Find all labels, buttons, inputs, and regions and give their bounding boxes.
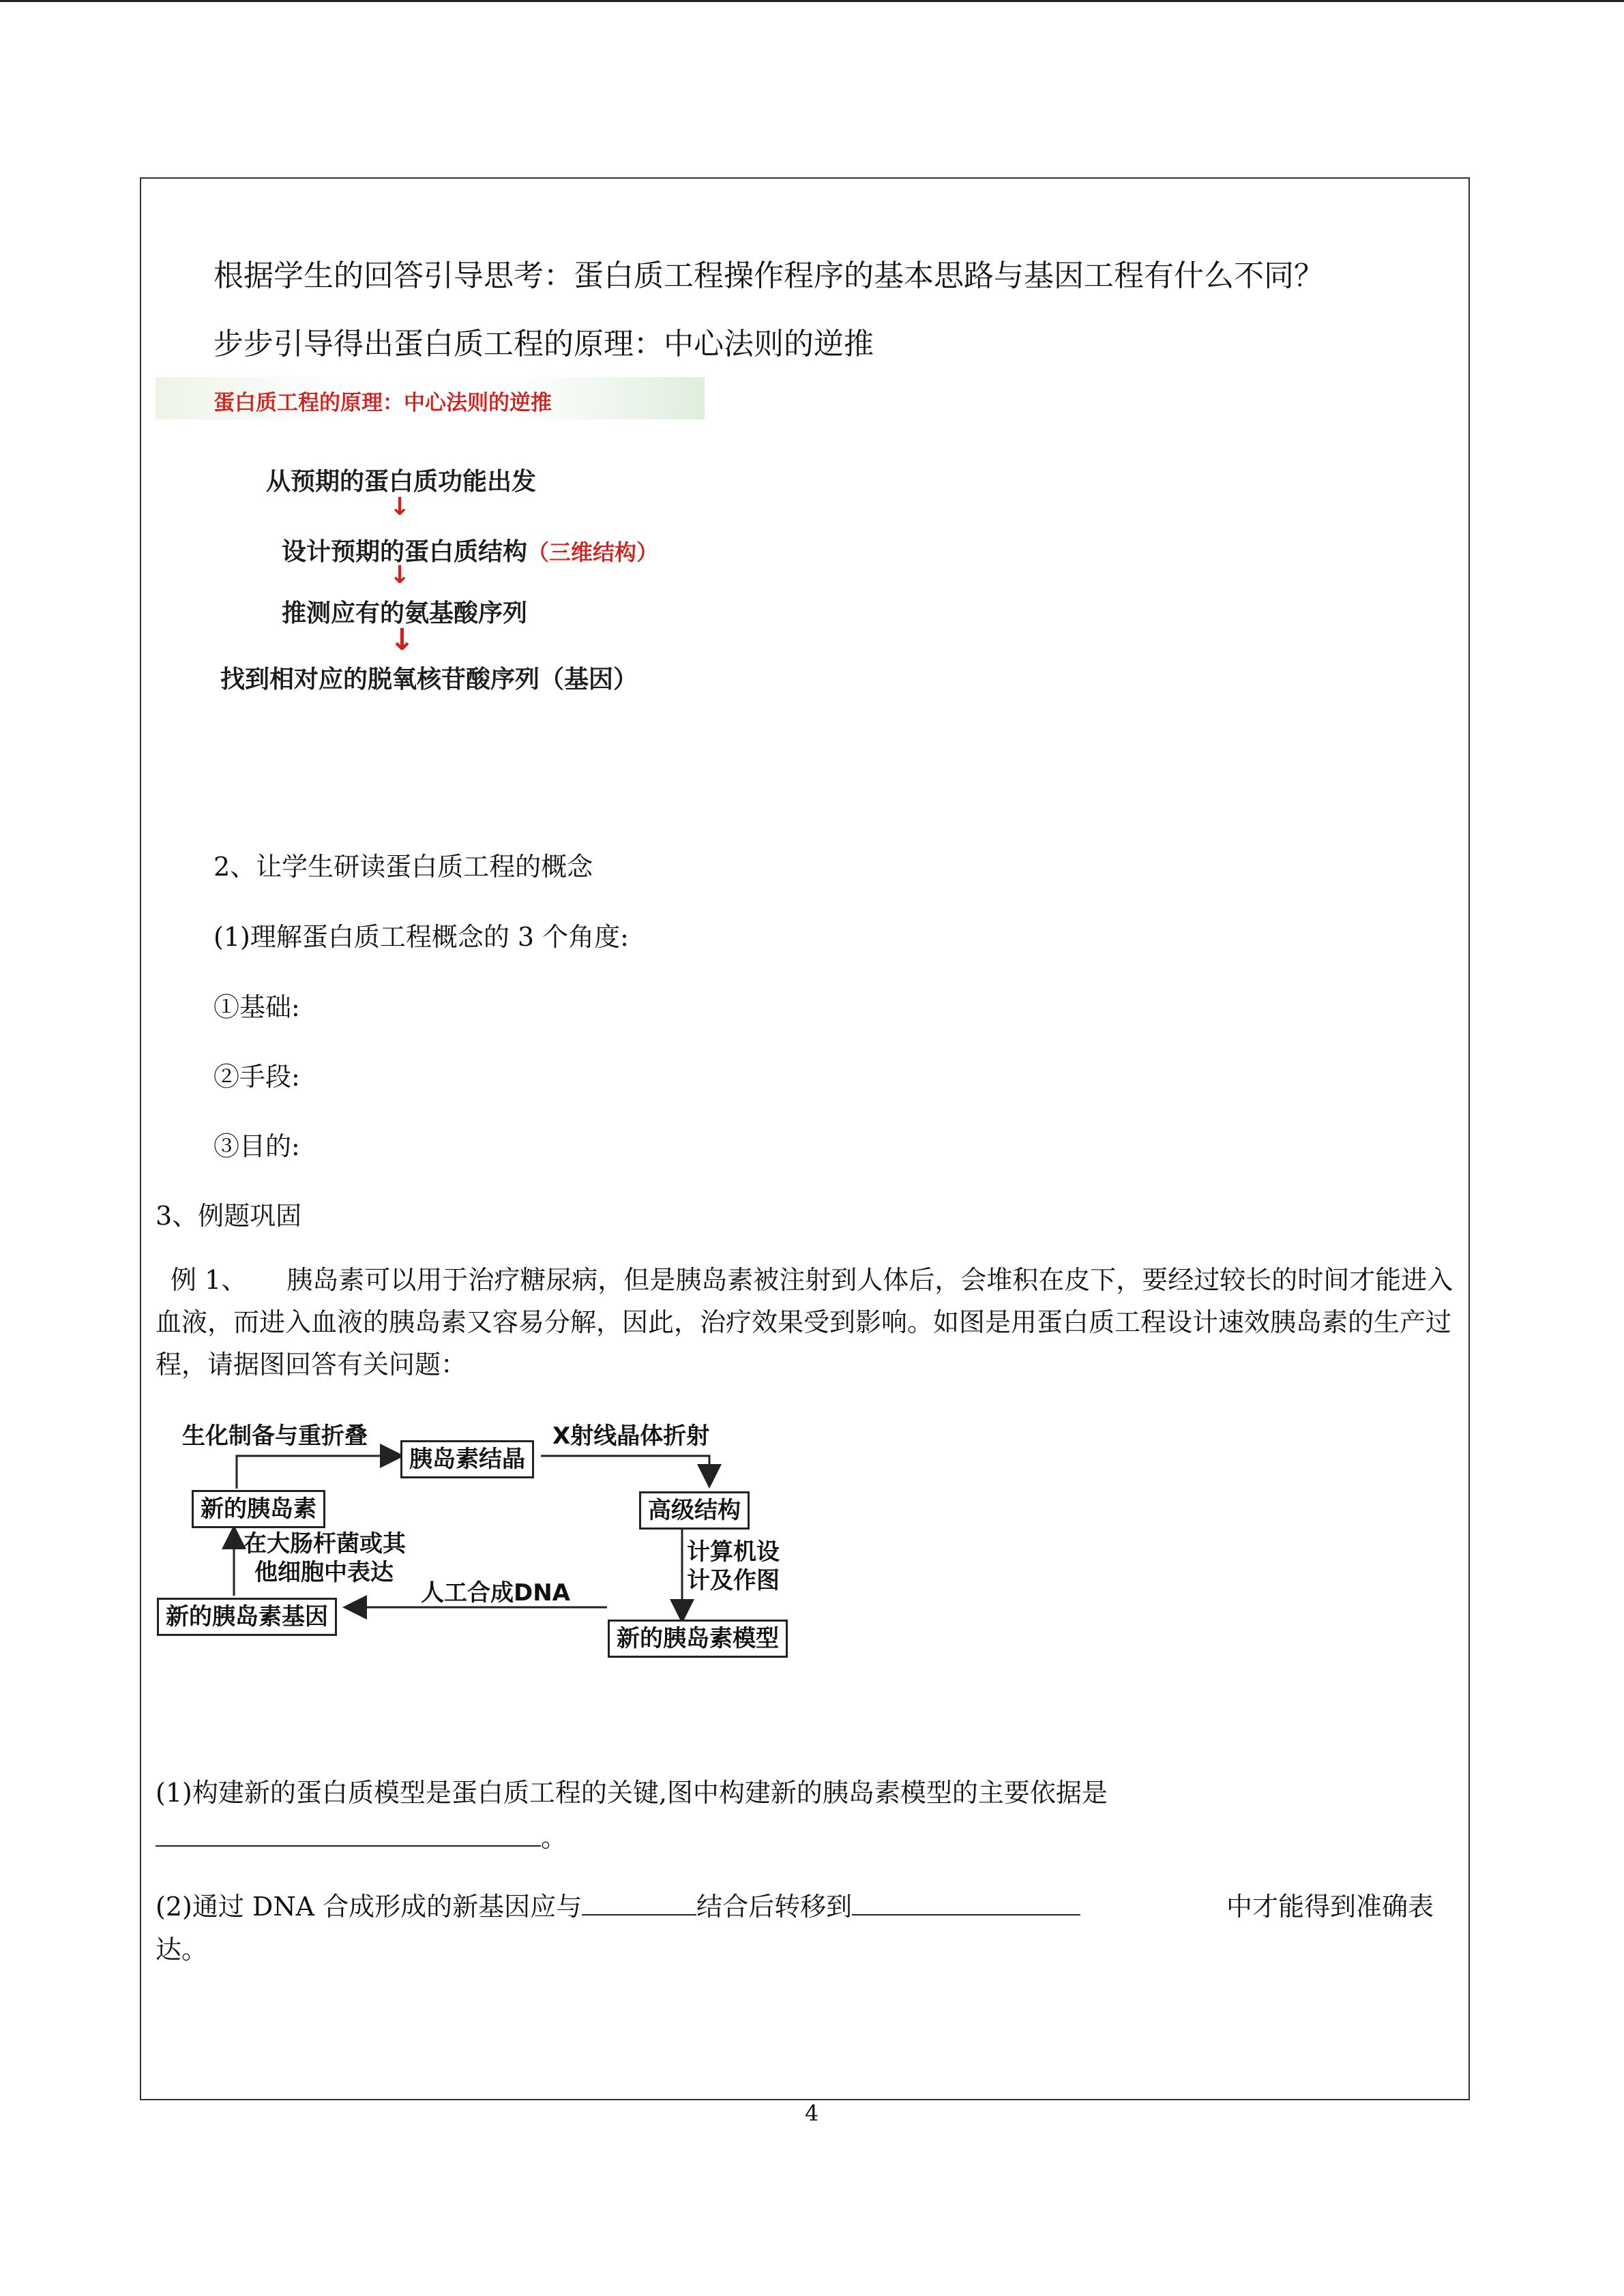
label-compute-1: 计算机设 <box>687 1538 780 1566</box>
box-new-insulin-gene: 新的胰岛素基因 <box>157 1598 337 1636</box>
principle-title-bar <box>156 377 705 419</box>
down-arrow-icon: ↓ <box>389 561 411 589</box>
question-2-line <box>156 1885 1080 1923</box>
intro-line-2: 步步引导得出蛋白质工程的原理：中心法则的逆推 <box>213 327 874 361</box>
section-2-question-1: (1)理解蛋白质工程概念的 3 个角度: <box>213 922 629 952</box>
principle-step-4: 找到相对应的脱氧核苷酸序列（基因） <box>220 666 638 694</box>
answer-blank[interactable] <box>156 1825 541 1847</box>
answer-blank[interactable] <box>582 1894 696 1915</box>
example-1-label: 例 1、 <box>171 1265 248 1295</box>
section-3-heading: 3、例题巩固 <box>156 1201 302 1231</box>
section-2-heading: 2、让学生研读蛋白质工程的概念 <box>213 852 593 882</box>
principle-step-1: 从预期的蛋白质功能出发 <box>266 468 537 496</box>
section-2-item-b: ②手段: <box>213 1062 300 1092</box>
down-arrow-icon: ↓ <box>389 493 411 521</box>
label-synthesize-dna: 人工合成DNA <box>421 1579 570 1607</box>
principle-step-2-note: （三维结构） <box>527 539 659 565</box>
principle-step-2-text: 设计预期的蛋白质结构 <box>282 538 528 566</box>
box-new-insulin: 新的胰岛素 <box>192 1490 325 1528</box>
box-advanced-structure: 高级结构 <box>639 1491 750 1530</box>
top-rule <box>0 0 1624 2</box>
principle-step-3: 推测应有的氨基酸序列 <box>282 599 528 627</box>
question-2-part-3: 中才能得到准确表 <box>1226 1892 1434 1922</box>
question-1-end: 。 <box>541 1823 567 1853</box>
question-1-text: (1)构建新的蛋白质模型是蛋白质工程的关键,图中构建新的胰岛素模型的主要依据是 <box>156 1778 1108 1808</box>
down-arrow-icon: ↓ <box>389 623 415 657</box>
question-2-part-1: (2)通过 DNA 合成形成的新基因应与 <box>156 1892 582 1922</box>
intro-line-1: 根据学生的回答引导思考：蛋白质工程操作程序的基本思路与基因工程有什么不同？ <box>213 258 1324 293</box>
question-1-answer-line <box>156 1817 567 1854</box>
box-new-insulin-model: 新的胰岛素模型 <box>608 1620 788 1658</box>
question-2-part-4: 达。 <box>156 1935 208 1965</box>
section-2-item-c: ③目的: <box>213 1131 300 1161</box>
answer-blank[interactable] <box>852 1894 1080 1915</box>
insulin-design-diagram <box>153 1415 805 1667</box>
label-biochem-refold: 生化制备与重折叠 <box>182 1422 368 1450</box>
example-1-text: 胰岛素可以用于治疗糖尿病，但是胰岛素被注射到人体后，会堆积在皮下，要经过较长的时间才能进入血液，而进入血液的胰岛素又容易分解，因此，治疗效果受到影响。如图是用蛋白质工程设计速效胰岛素的生产过程，请据图回答有关问题： <box>156 1265 1453 1380</box>
question-2-part-2: 结合后转移到 <box>696 1892 853 1922</box>
example-1 <box>156 1259 1455 1386</box>
section-2-item-a: ①基础: <box>213 992 300 1022</box>
principle-title: 蛋白质工程的原理：中心法则的逆推 <box>213 391 552 415</box>
principle-figure <box>156 377 705 698</box>
label-express-2: 他细胞中表达 <box>254 1559 394 1586</box>
label-express-1: 在大肠杆菌或其 <box>243 1530 406 1557</box>
principle-step-2 <box>282 533 658 567</box>
box-insulin-crystal: 胰岛素结晶 <box>400 1440 534 1478</box>
label-compute-2: 计及作图 <box>687 1567 780 1594</box>
page-number: 4 <box>805 2100 819 2126</box>
label-xray: X射线晶体折射 <box>552 1422 710 1450</box>
